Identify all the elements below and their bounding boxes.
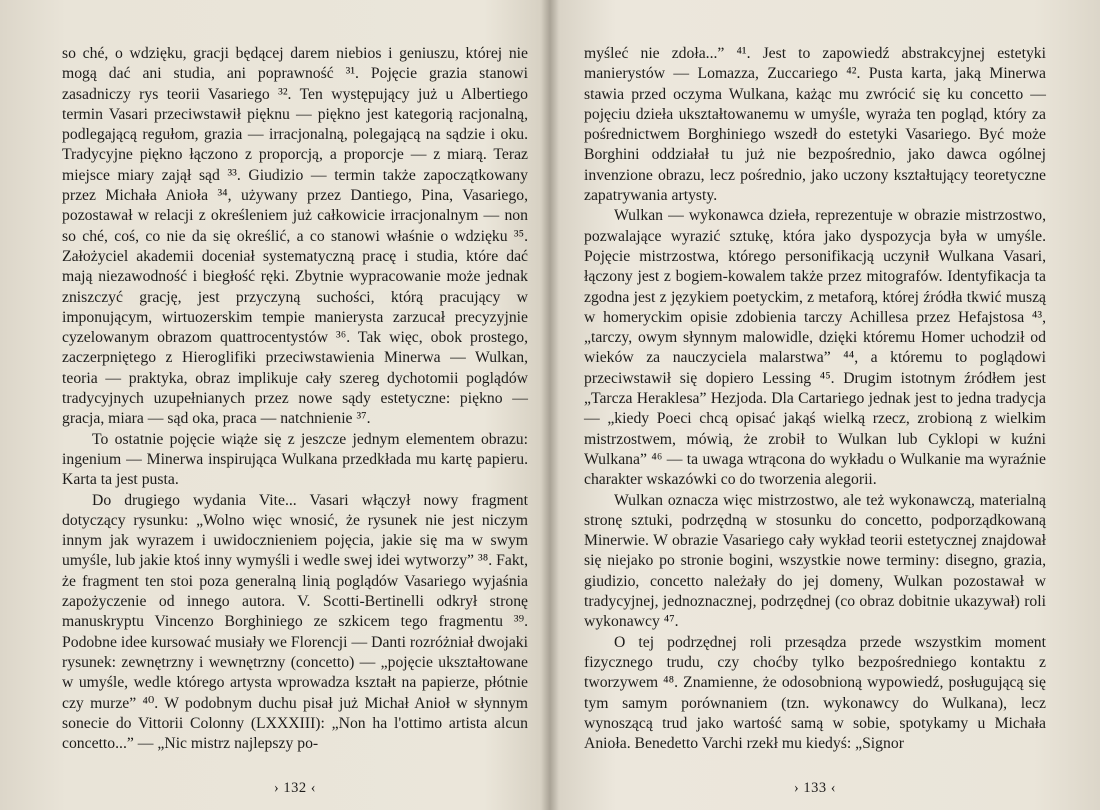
page-number-right: › 133 ‹ bbox=[793, 780, 837, 796]
right-page bbox=[584, 44, 1046, 796]
right-paragraph-3: Wulkan oznacza więc mistrzostwo, ale też wykonawczą, materialną stronę sztuki, podrzędną w stosunku do concetto, podporządkowaną Minerwie. W obrazie Vasariego cały wykład teorii estetycznej znajdował się niejako po stronie bogini, wszystkie nowe terminy: disegno, grazia, giudizio, concetto należały do jej domeny, Wulkan pozostawał w tradycyjnej, jednoznacznej, podrzędnej (co obraz dobitnie ukazywał) roli wykonawcy ⁴⁷. bbox=[584, 491, 1046, 631]
right-paragraph-1: myśleć nie zdoła...” ⁴¹. Jest to zapowiedź abstrakcyjnej estetyki manierystów — Lomazza, Zuccariego ⁴². Pusta karta, jaką Minerwa stawia przed oczyma Wulkana, każąc mu zwrócić się ku concetto — pojęciu dzieła ukształtowanemu w umyśle, wyraża ten pogląd, który za pośrednictwem Borghiniego wszedł do estetyki Vasariego. Być może Borghini oddziałał tu już nie bezpośrednio, jako dawca ogólnej invenzione obrazu, lecz pośrednio, jako uczony kształtujący teoretyczne zapatrywania artysty. bbox=[584, 45, 1046, 205]
left-page-text bbox=[62, 44, 528, 754]
page-number-left: › 132 ‹ bbox=[273, 780, 317, 796]
gutter-shadow bbox=[540, 0, 560, 810]
right-paragraph-2: Wulkan — wykonawca dzieła, reprezentuje w obrazie mistrzostwo, pozwalające wyrazić sztukę, która jako dyspozycja była w umyśle. Pojęcie mistrzostwa, którego personifikacją uczynił Wulkana Vasari, łączony jest z bogiem-kowalem także przez mitografów. Identyfikacja ta zgodna jest z językiem poetyckim, z metaforą, której źródła tkwić muszą w homeryckim opisie zdobienia tarczy Achillesa przez Hefajstosa ⁴³, „tarczy, owym słynnym malowidle, dzięki któremu Homer uchodził od wieków za nauczyciela malarstwa” ⁴⁴, a któremu to poglądowi przeciwstawił się dopiero Lessing ⁴⁵. Drugim istotnym źródłem jest „Tarcza Heraklesa” Hezjoda. Dla Cartariego jednak jest to jedna tradycja — „kiedy Poeci chcą opisać jakąś wielką rzecz, zrobioną z wielkim mistrzostwem, mówią, że zrobił to Wulkan lub Cyklopi w kuźni Wulkana” ⁴⁶ — ta uwaga wtrącona do wykładu o Wulkanie ma wyraźnie charakter wskazówki co do tworzenia alegorii. bbox=[584, 207, 1046, 489]
left-page bbox=[62, 44, 528, 796]
right-paragraph-4: O tej podrzędnej roli przesądza przede wszystkim moment fizycznego trudu, czy choćby tylko bezpośredniego kontaktu z tworzywem ⁴⁸. Znamienne, że odosobnioną wypowiedź, posługującą się tym samym porównaniem (tzn. wykonawcy do Wulkana), lecz wynoszącą trud jako wartość samą w sobie, spotykamy u Michała Anioła. Benedetto Varchi rzekł mu kiedyś: „Signor bbox=[584, 633, 1046, 753]
left-paragraph-1: so ché, o wdzięku, gracji będącej darem niebios i geniuszu, której nie mogą dać ani studia, ani poprawność ³¹. Pojęcie grazia stanowi zasadniczy rys teorii Vasariego ³². Ten występujący już u Albertiego termin Vasari przeciwstawił pięknu — piękno jest kategorią racjonalną, podlegającą regułom, grazia — irracjonalną, polegającą na sądzie i oku. Tradycyjne piękno łączono z proporcją, a proporcje — z miarą. Teraz miejsce miary zajął sąd ³³. Giudizio — termin także zapoczątkowany przez Michała Anioła ³⁴, używany przez Dantiego, Pina, Vasariego, pozostawał w relacji z określeniem już całkowicie irracjonalnym — non so ché, coś, co nie da się określić, a co stanowi właśnie o wdzięku ³⁵. Założyciel akademii doceniał systematyczną pracę i studia, które dać mają niezawodność i biegłość ręki. Zbytnie wypracowanie może jednak zniszczyć grację, jest przyczyną suchości, którą pracujący w imponującym, wirtuozerskim tempie manierysta zarzucał precyzyjnie cyzelowanym obrazom quattrocentystów ³⁶. Tak więc, obok prostego, zaczerpniętego z Hieroglifiki przeciwstawienia Minerwa — Wulkan, teoria — praktyka, obraz implikuje cały szereg dychotomii poglądów tradycyjnych uzupełnianych przez nowe sądy estetyczne: piękno — gracja, miara — sąd oka, praca — natchnienie ³⁷. bbox=[62, 45, 528, 428]
left-paragraph-3: Do drugiego wydania Vite... Vasari włączył nowy fragment dotyczący rysunku: „Wolno więc wnosić, że rysunek nie jest niczym innym jak wyrazem i uwidocznieniem pojęcia, jakie się ma w swym umyśle, lub jakie ktoś inny wymyśli i wedle swej idei wytworzy” ³⁸. Fakt, że fragment ten stoi poza generalną linią poglądów Vasariego wyjaśnia zapożyczenie od innego autora. V. Scotti-Bertinelli odkrył stronę manuskryptu Vincenzo Borghiniego ze szkicem tego fragmentu ³⁹. Podobne idee kursować musiały we Florencji — Danti rozróżniał dwojaki rysunek: zewnętrzny i wewnętrzny (concetto) — „pojęcie ukształtowane w umyśle, wedle którego artysta wprowadza kształt na papierze, płótnie czy murze” ⁴⁰. W podobnym duchu pisał już Michał Anioł w słynnym sonecie do Vittorii Colonny (LXXXIII): „Non ha l'ottimo artista alcun concetto...” — „Nic mistrz najlepszy po- bbox=[62, 491, 528, 753]
right-page-text bbox=[584, 44, 1046, 754]
left-paragraph-2: To ostatnie pojęcie wiąże się z jeszcze jednym elementem obrazu: ingenium — Minerwa inspirująca Wulkana przedkłada mu kartę papieru. Karta ta jest pusta. bbox=[62, 430, 528, 489]
